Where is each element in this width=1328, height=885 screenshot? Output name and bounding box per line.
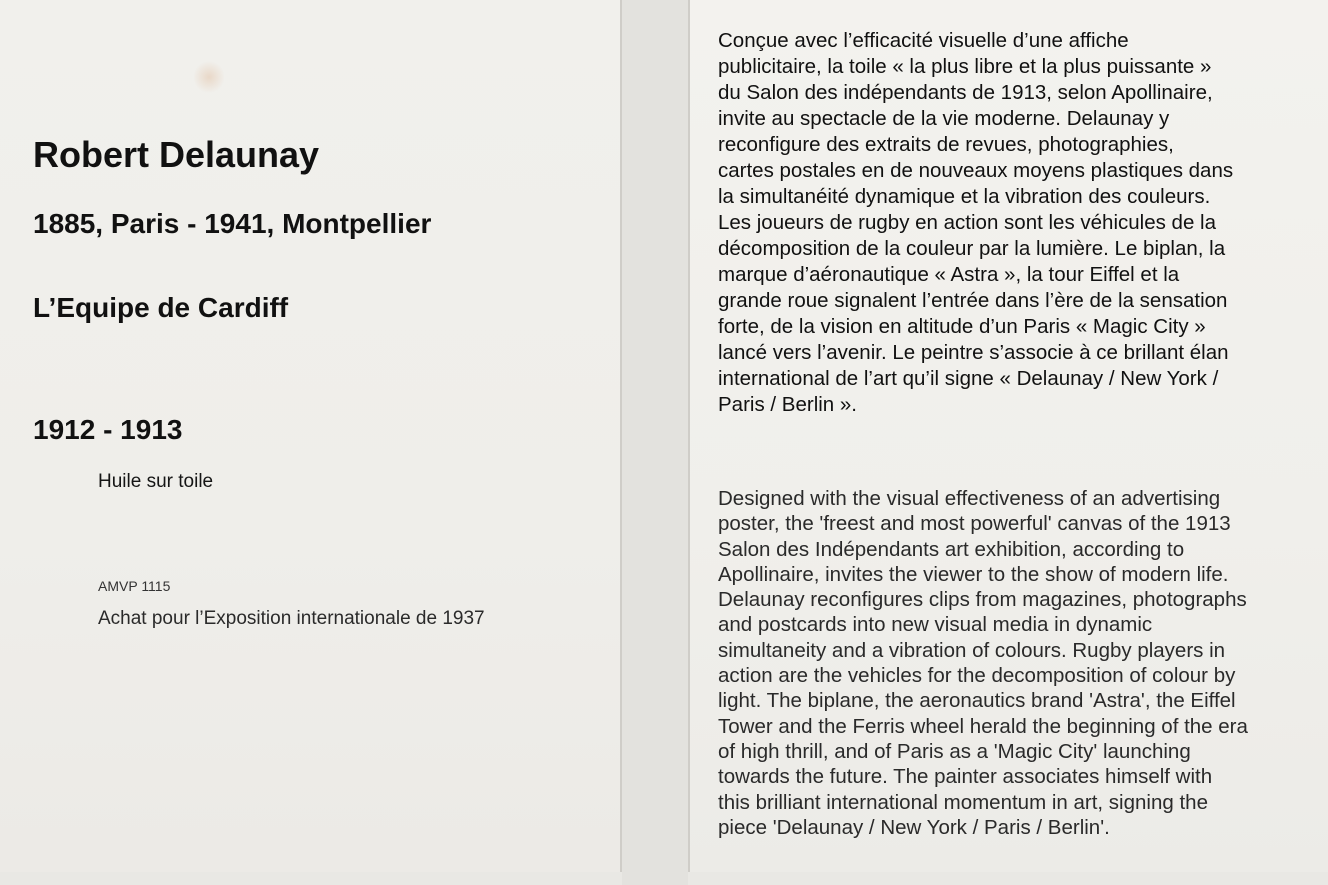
text-line: Salon des Indépendants art exhibition, according to	[718, 537, 1185, 561]
text-line: Paris / Berlin ».	[718, 393, 857, 416]
paper-stain	[194, 60, 224, 94]
text-line: simultaneity and a vibration of colours. Rugby players in	[718, 638, 1226, 662]
text-line: reconfigure des extraits de revues, photographies,	[718, 133, 1174, 156]
text-line: and postcards into new visual media in dynamic	[718, 613, 1153, 637]
artwork-title: L’Equipe de Cardiff	[33, 292, 289, 323]
artwork-medium: Huile sur toile	[98, 471, 214, 492]
text-line: piece 'Delaunay / New York / Paris / Berlin'.	[718, 815, 1110, 839]
text-line: forte, de la vision en altitude d’un Paris « Magic City »	[718, 315, 1206, 338]
text-line: light. The biplane, the aeronautics brand 'Astra', the Eiffel	[718, 689, 1236, 713]
artist-name: Robert Delaunay	[33, 134, 320, 175]
text-line: Designed with the visual effectiveness of an advertising	[718, 487, 1221, 510]
text-line: Apollinaire, invites the viewer to the show of modern life.	[718, 562, 1229, 586]
description-french	[718, 28, 1233, 418]
text-line: Tower and the Ferris wheel herald the beginning of the era	[718, 714, 1248, 738]
text-line: action are the vehicles for the decomposition of colour by	[718, 664, 1236, 688]
artist-life-dates: 1885, Paris - 1941, Montpellier	[33, 208, 432, 239]
text-line: of high thrill, and of Paris as a 'Magic City' launching	[718, 739, 1191, 763]
text-line: cartes postales en de nouveaux moyens plastiques dans	[718, 159, 1234, 182]
text-line: this brilliant international momentum in art, signing the	[718, 790, 1208, 814]
text-line: publicitaire, la toile « la plus libre et la plus puissante »	[718, 55, 1212, 78]
text-line: towards the future. The painter associates himself with	[718, 765, 1213, 789]
text-line: poster, the 'freest and most powerful' canvas of the 1913	[718, 512, 1231, 536]
text-line: Delaunay reconfigures clips from magazines, photographs	[718, 588, 1247, 612]
text-line: la simultanéité dynamique et la vibration des couleurs.	[718, 185, 1211, 208]
wall-gap	[622, 0, 688, 885]
label-card-artwork	[0, 0, 622, 872]
text-line: lancé vers l’avenir. Le peintre s’associe à ce brillant élan	[718, 341, 1229, 364]
inventory-number: AMVP 1115	[98, 578, 171, 594]
text-line: Conçue avec l’efficacité visuelle d’une affiche	[718, 29, 1129, 52]
text-line: décomposition de la couleur par la lumière. Le biplan, la	[718, 237, 1226, 260]
text-line: invite au spectacle de la vie moderne. Delaunay y	[718, 107, 1170, 130]
artwork-date: 1912 - 1913	[33, 414, 183, 445]
description-english	[718, 486, 1248, 840]
provenance: Achat pour l’Exposition internationale de 1937	[98, 608, 485, 629]
text-line: du Salon des indépendants de 1913, selon Apollinaire,	[718, 81, 1213, 104]
text-line: international de l’art qu’il signe « Delaunay / New York /	[718, 367, 1219, 390]
text-line: Les joueurs de rugby en action sont les véhicules de la	[718, 211, 1217, 234]
text-line: marque d’aéronautique « Astra », la tour Eiffel et la	[718, 263, 1180, 286]
text-line: grande roue signalent l’entrée dans l’ère de la sensation	[718, 289, 1228, 312]
